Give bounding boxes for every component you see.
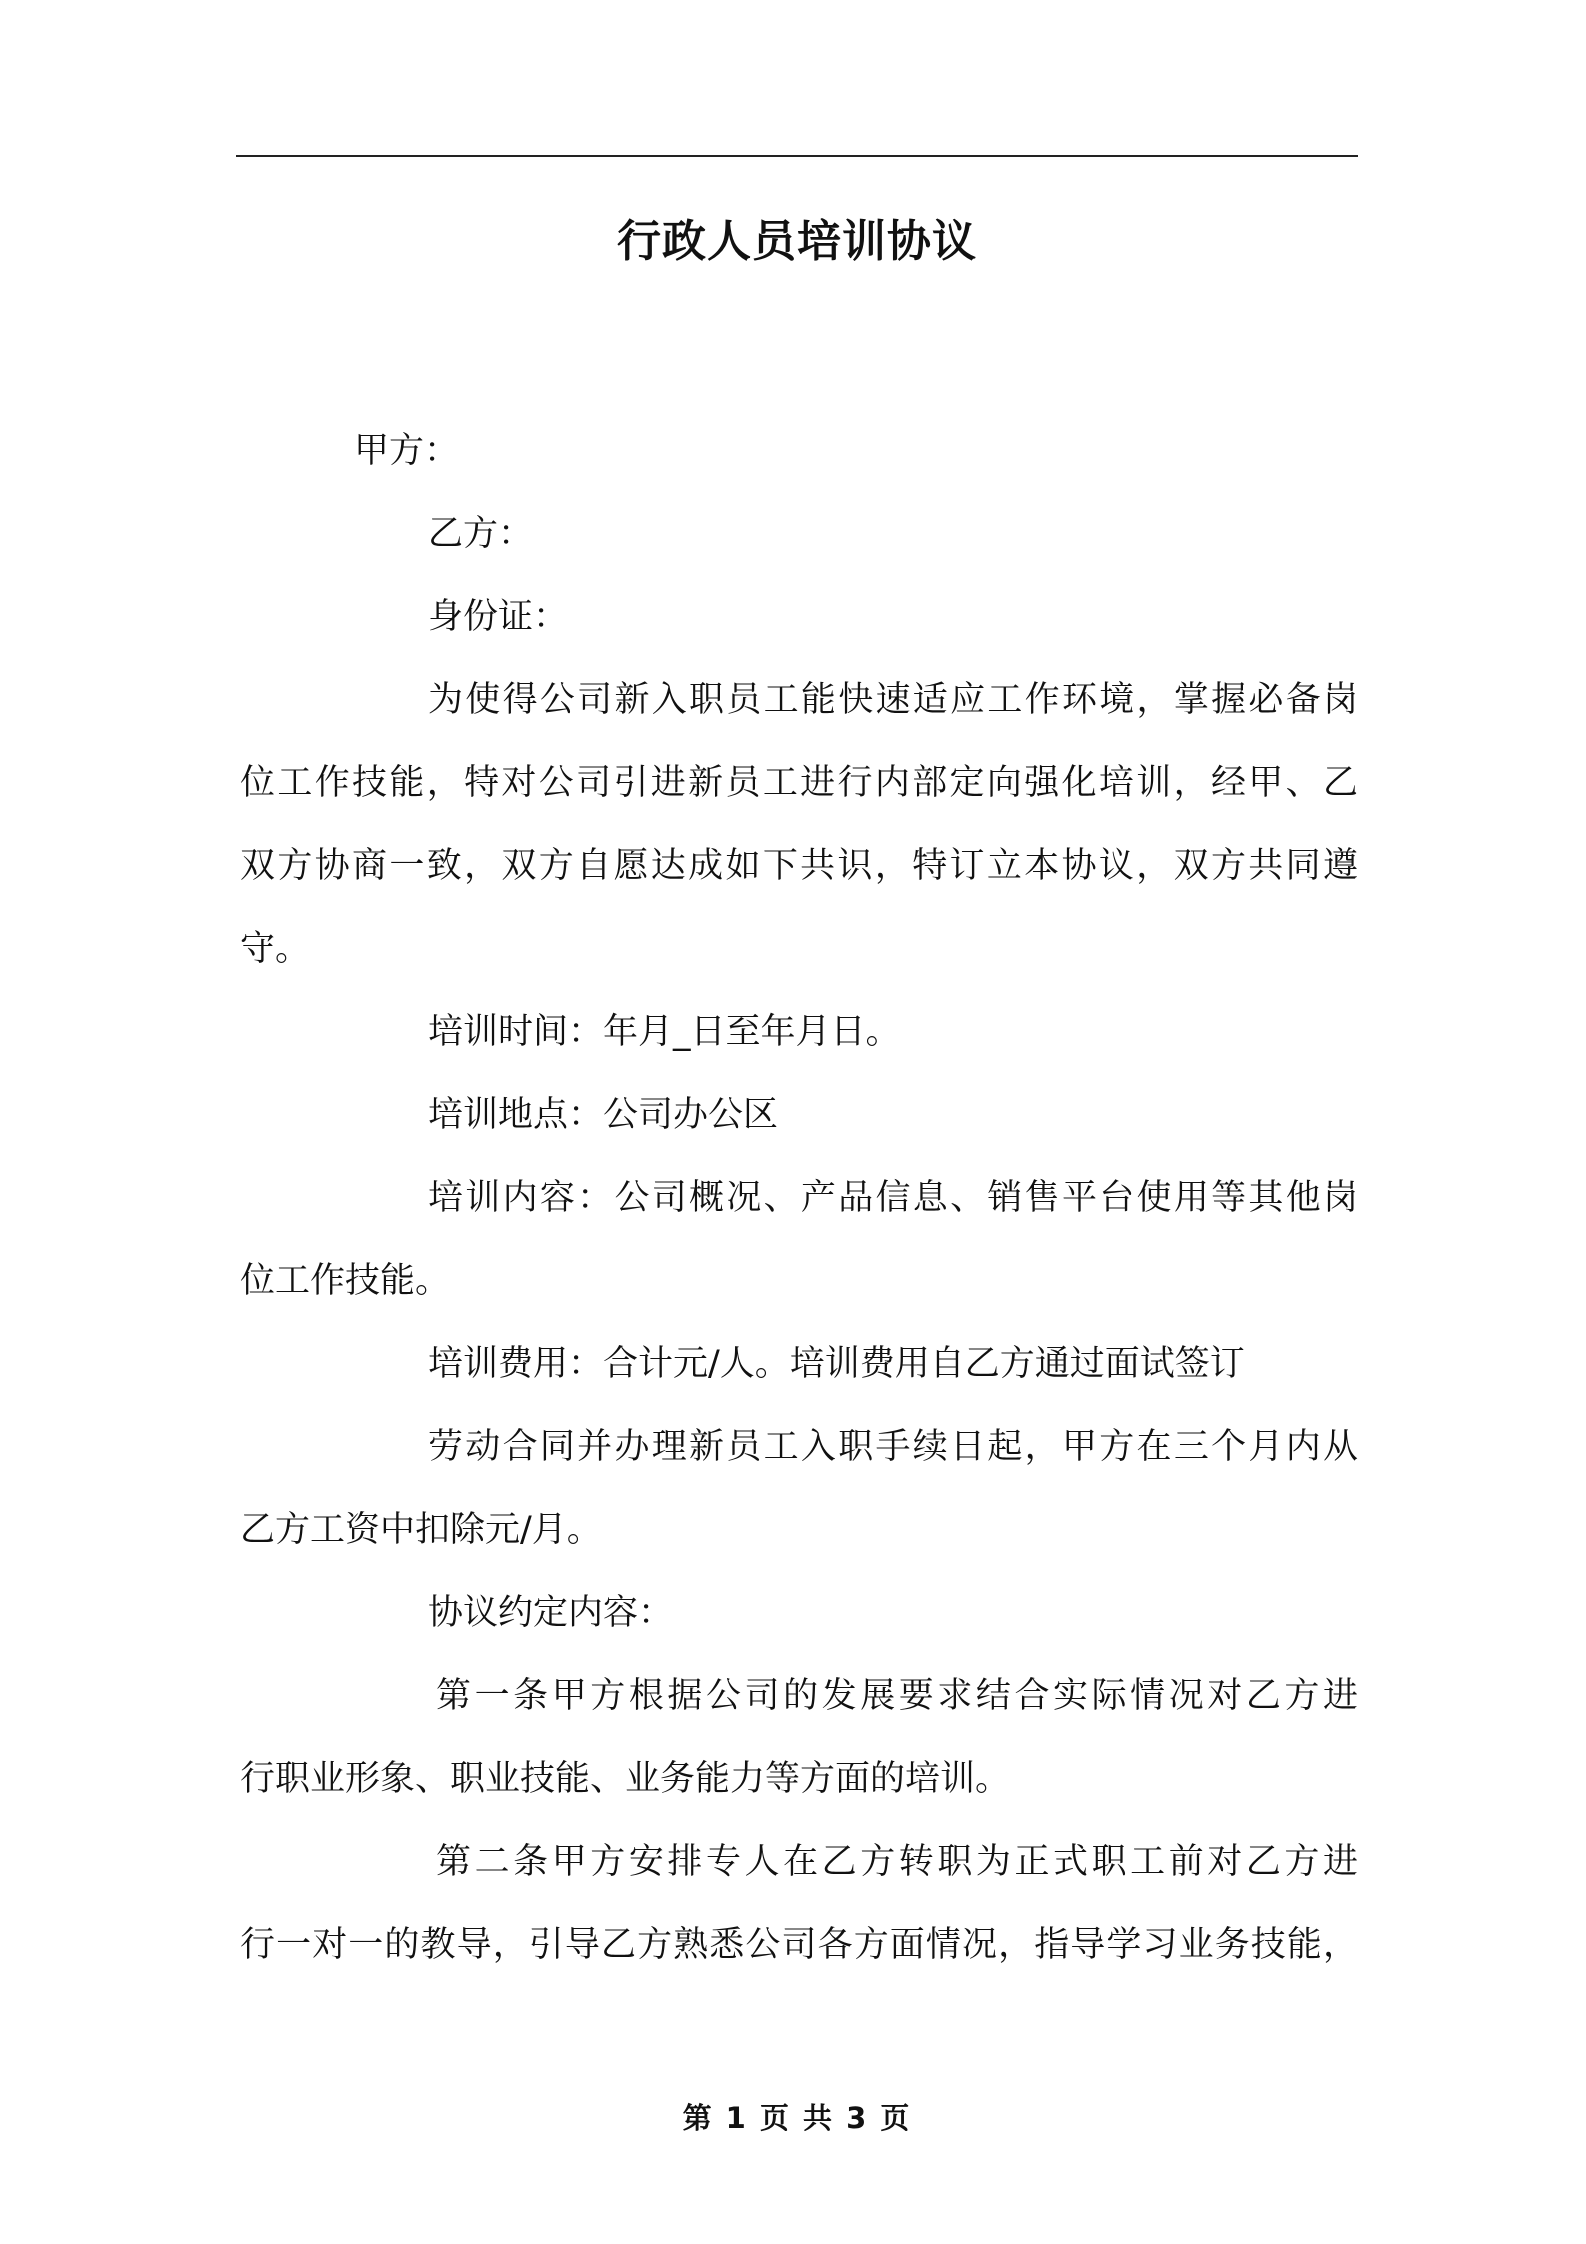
agreement-heading: 协议约定内容： <box>428 1593 674 1633</box>
training-fee-line: 劳动合同并办理新员工入职手续日起，甲方在三个月内从 <box>428 1427 1358 1467</box>
party-a-label: 甲方： <box>354 431 460 471</box>
training-content-line: 位工作技能。 <box>240 1261 451 1301</box>
article-2-line: 第二条甲方安排专人在乙方转职为正式职工前对乙方进 <box>436 1842 1358 1882</box>
training-fee-line: 培训费用：合计元/人。培训费用自乙方通过面试签订 <box>428 1344 1245 1384</box>
training-time: 培训时间：年月_日至年月日。 <box>428 1012 901 1052</box>
document-title: 行政人员培训协议 <box>617 216 977 267</box>
training-fee-line: 乙方工资中扣除元/月。 <box>240 1510 602 1550</box>
document-body <box>240 410 1358 1987</box>
training-content-line: 培训内容：公司概况、产品信息、销售平台使用等其他岗 <box>428 1178 1358 1218</box>
header-rule <box>236 155 1358 157</box>
intro-line: 双方协商一致，双方自愿达成如下共识，特订立本协议，双方共同遵 <box>240 846 1358 886</box>
article-2-line: 行一对一的教导，引导乙方熟悉公司各方面情况，指导学习业务技能， <box>240 1925 1358 1965</box>
intro-line: 为使得公司新入职员工能快速适应工作环境，掌握必备岗 <box>428 680 1358 720</box>
intro-line: 位工作技能，特对公司引进新员工进行内部定向强化培训，经甲、乙 <box>240 763 1358 803</box>
article-1-line: 第一条甲方根据公司的发展要求结合实际情况对乙方进 <box>436 1676 1358 1716</box>
article-1-line: 行职业形象、职业技能、业务能力等方面的培训。 <box>240 1759 1011 1799</box>
id-card-label: 身份证： <box>428 597 569 637</box>
page-indicator: 第 1 页 共 3 页 <box>682 2101 912 2135</box>
intro-line: 守。 <box>240 929 311 969</box>
training-location: 培训地点：公司办公区 <box>428 1095 779 1135</box>
party-b-label: 乙方： <box>428 514 534 554</box>
